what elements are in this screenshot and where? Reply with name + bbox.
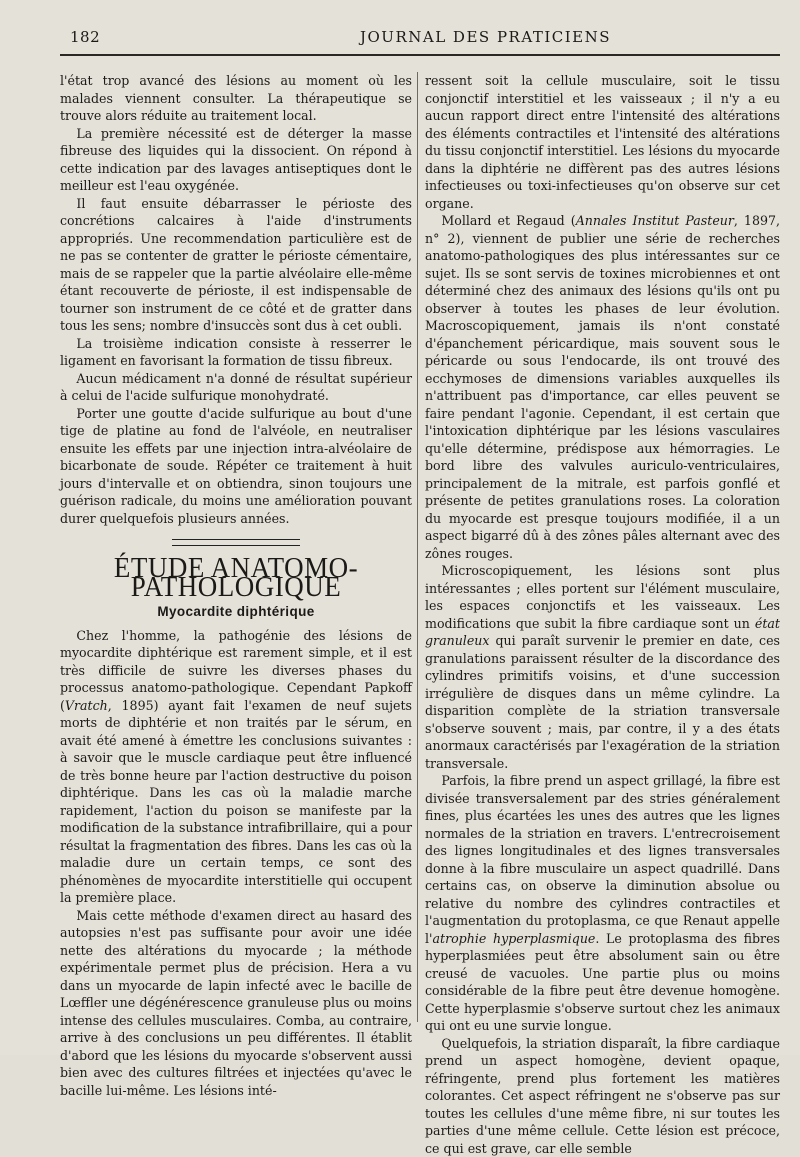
header-rule [60,54,780,56]
section-separator [172,539,300,546]
paragraph-text: , 1895) ayant fait l'examen de neuf sujets morts de diphtérie et non traités par le sérum, en avait été amené à émettre les conclusions suivantes : à savoir que le muscle cardiaque peut être influencé de très bonne heure par l'action destructive du poison diphtérique. Dans les cas où la maladie marche rapidement, l'action du poison se manifeste par la modification de la substance intrafibrillaire, qui a pour résultat la fragmentation des fibres. Dans les cas où la maladie dure un certain temps, ce sont des phénomènes de myocardite interstitielle qui occupent la première place. [60,698,412,906]
right-column [425,72,780,1157]
page-header [60,28,770,50]
paragraph: ressent soit la cellule musculaire, soit le tissu conjonctif interstitiel et les vaisseaux ; il n'y a eu aucun rapport direct entre l'intensité des altérations des éléments contractiles et l'intensité des altérations du tissu conjonctif interstitiel. Les lésions du myocarde dans la diphtérie ne diffèrent pas des autres lésions infectieuses ou toxi-infectieuses qu'on observe sur cet organe. [425,72,780,212]
paragraph-text: Chez l'homme, la pathogénie des lésions de myocardite diphtérique est rarement simple, et il est très difficile de suivre les diverses phases du processus anatomo-pathologique. Cependant Papkoff ( [60,628,412,713]
paragraph-text: Mollard et Regaud ( [441,213,575,228]
paragraph-text: , 1897, n° 2), viennent de publier une série de recherches anatomo-pathologiques des plus intéressantes sur ce sujet. Ils se sont servis de toxines microbiennes et ont déterminé chez des animaux des lésions qu'ils ont pu observer à toutes les phases de leur évolution. Macroscopiquement, jamais ils n'ont constaté d'épanchement péricardique, mais souvent sous le péricarde ou sous l'endocarde, ils ont trouvé des ecchymoses de dimensions variables auxquelles ils n'attribuent pas d'importance, car elles peuvent se faire pendant l'agonie. Cependant, il est certain que l'intoxication diphtérique par les lésions vasculaires qu'elle détermine, prédispose aux hémorragies. Le bord libre des valvules auriculo-ventriculaires, principalement de la mitrale, est parfois gonflé et présente de petites granulations roses. La coloration du myocarde est presque toujours modifiée, il a un aspect bigarré dû à des zônes pâles alternant avec des zônes rouges. [425,213,780,561]
subsection-title: Myocardite diphtérique [60,603,412,621]
paragraph [425,562,780,772]
paragraph: Mais cette méthode d'examen direct au hasard des autopsies n'est pas suffisante pour avoir une idée nette des altérations du myocarde ; la méthode expérimentale permet plus de précision. Hera a vu dans un myocarde de lapin infecté avec le bacille de Lœffler une dégénérescence granuleuse plus ou moins intense des cellules musculaires. Comba, au contraire, arrive à des conclusions un peu différentes. Il établit d'abord que les lésions du myocarde s'observent aussi bien avec des cultures filtrées et injectées qu'avec le bacille lui-même. Les lésions inté- [60,907,412,1100]
paragraph: Porter une goutte d'acide sulfurique au bout d'une tige de platine au fond de l'alvéole, en neutraliser ensuite les effets par une injection intra-alvéolaire de bicarbonate de soude. Répéter ce traitement à huit jours d'intervalle et on obtiendra, sinon toujours une guérison radicale, du moins une amélioration pouvant durer quelquefois plusieurs années. [60,405,412,528]
paragraph: La troisième indication consiste à resserrer le ligament en favorisant la formation de tissu fibreux. [60,335,412,370]
paragraph-text: . Le protoplasma des fibres hyperplasmiées peut être absolument sain ou être creusé de vacuoles. Une partie plus ou moins considérable de la fibre peut être devenue homogène. Cette hyperplasmie s'observe surtout chez les animaux qui ont eu une survie longue. [425,931,780,1034]
paragraph [425,772,780,1035]
section-title: ÉTUDE ANATOMO-PATHOLOGIQUE [60,559,412,596]
emphasis: état granuleux [425,616,780,649]
running-title: JOURNAL DES PRATICIENS [360,28,611,46]
citation: Vratch [65,698,108,713]
left-column [60,72,412,1099]
paragraph-text: Parfois, la fibre prend un aspect grillagé, la fibre est divisée transversalement par des stries généralement fines, plus écartées les unes des autres que les lignes normales de la striation en travers. L'entrecroisement des lignes longitudinales et des lignes transversales donne à la fibre musculaire un aspect quadrillé. Dans certains cas, on observe la diminution absolue ou relative du nombre des cylindres contractiles et l'augmentation du protoplasma, ce que Renaut appelle l' [425,773,780,946]
paragraph: Quelquefois, la striation disparaît, la fibre cardiaque prend un aspect homogène, devient opaque, réfringente, prend plus fortement les matières colorantes. Cet aspect réfringent ne s'observe pas sur toutes les cellules d'une même fibre, ni sur toutes les parties d'une même cellule. Cette lésion est précoce, ce qui est grave, car elle semble [425,1035,780,1157]
emphasis: atrophie hyperplasmique [433,931,596,946]
paragraph-text: qui paraît survenir le premier en date, ces granulations paraissent résulter de la discordance des cylindres primitifs voisins, et d'une succession irrégulière de disques dans un même cylindre. La disparition complète de la striation transversale s'observe souvent ; mais, par contre, il y a des états anormaux caractérisés par l'exagération de la striation transversale. [425,633,780,771]
paragraph: La première nécessité est de déterger la masse fibreuse des liquides qui la dissocient. On répond à cette indication par des lavages antiseptiques dont le meilleur est l'eau oxygénée. [60,125,412,195]
paragraph [425,212,780,562]
paragraph [60,627,412,907]
page-number: 182 [70,28,100,46]
paragraph: Il faut ensuite débarrasser le périoste des concrétions calcaires à l'aide d'instruments appropriés. Une recommendation particulière est de ne pas se contenter de gratter le périoste cémentaire, mais de se rappeler que la partie alvéolaire elle-même étant recouverte de périoste, il est indispensable de tourner son instrument de ce côté et de gratter dans tous les sens; nombre d'insuccès sont dus à cet oubli. [60,195,412,335]
citation: Annales Institut Pasteur [576,213,734,228]
paragraph: Aucun médicament n'a donné de résultat supérieur à celui de l'acide sulfurique monohydraté. [60,370,412,405]
column-divider [417,72,418,1022]
paragraph-text: Microscopiquement, les lésions sont plus intéressantes ; elles portent sur l'élément musculaire, les espaces conjonctifs et les vaisseaux. Les modifications que subit la fibre cardiaque sont un [425,563,780,631]
paragraph: l'état trop avancé des lésions au moment où les malades viennent consulter. La thérapeutique se trouve alors réduite au traitement local. [60,72,412,125]
